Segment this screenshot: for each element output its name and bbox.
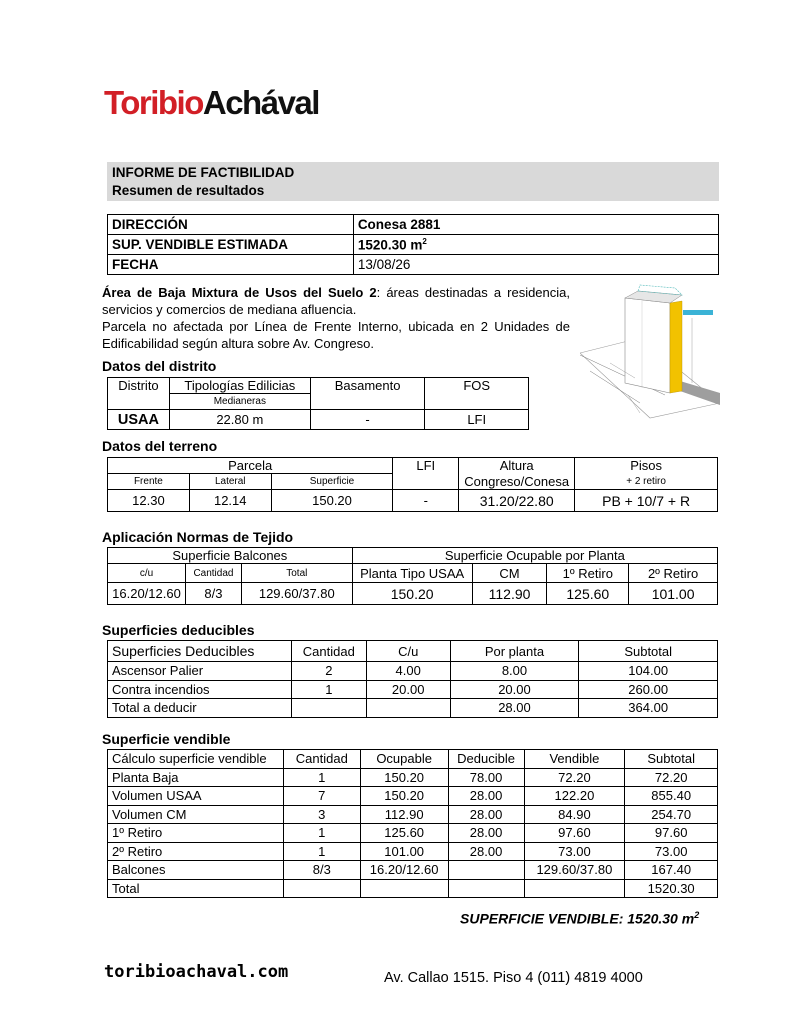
logo-text-red: Toribio [104, 84, 203, 121]
header-lateral: Lateral [189, 474, 271, 490]
contact-address: Av. Callao 1515. Piso 4 (011) 4819 4000 [384, 970, 643, 986]
table-header-row [108, 641, 718, 662]
table-cell: 101.00 [360, 842, 448, 861]
parcel-paragraph: Parcela no afectada por Línea de Frente Interno, ubicada en 2 Unidades de Edificabilidad según altura sobre Av. Congreso. [102, 319, 570, 351]
table-cell: 97.60 [524, 824, 625, 843]
info-value: Conesa 2881 [353, 215, 718, 235]
section-title-deducibles: Superficies deducibles [102, 622, 255, 638]
table-cell: 129.60/37.80 [524, 861, 625, 880]
header-cell: Vendible [524, 750, 625, 769]
total-text: SUPERFICIE VENDIBLE: 1520.30 m [460, 910, 695, 927]
table-cell: Balcones [108, 861, 284, 880]
value-retiro1: 125.60 [547, 583, 629, 605]
header-cell: Por planta [450, 641, 579, 662]
header-altura: Altura [459, 458, 575, 474]
value-cu: 16.20/12.60 [108, 583, 186, 605]
summary-info-table [107, 214, 719, 275]
report-title: INFORME DE FACTIBILIDAD [112, 165, 295, 180]
header-cell: Subtotal [579, 641, 718, 662]
table-cell: 104.00 [579, 662, 718, 681]
table-cell: 150.20 [360, 768, 448, 787]
section-title-tejido: Aplicación Normas de Tejido [102, 529, 294, 545]
table-row [108, 680, 718, 699]
table-cell: 28.00 [448, 824, 524, 843]
website-link[interactable]: toribioachaval.com [104, 962, 289, 982]
total-superficie-vendible [460, 910, 699, 927]
info-value [353, 235, 718, 255]
header-cell: Ocupable [360, 750, 448, 769]
terreno-table [107, 457, 718, 512]
table-cell: 28.00 [448, 787, 524, 806]
header-ocupable: Superficie Ocupable por Planta [352, 548, 717, 564]
table-row [108, 662, 718, 681]
table-cell: 1 [291, 680, 366, 699]
table-cell: 8/3 [283, 861, 360, 880]
tejido-table [107, 547, 718, 605]
table-cell: 3 [283, 805, 360, 824]
header-medianeras: Medianeras [169, 394, 310, 410]
report-subtitle: Resumen de resultados [112, 183, 265, 198]
distrito-table [107, 377, 529, 430]
header-tipologias: Tipologías Edilicias [169, 378, 310, 394]
table-cell: Volumen USAA [108, 787, 284, 806]
value-fos: LFI [425, 410, 529, 430]
table-row [108, 824, 718, 843]
info-value: 13/08/26 [353, 255, 718, 275]
info-label: DIRECCIÓN [108, 215, 354, 235]
info-label: SUP. VENDIBLE ESTIMADA [108, 235, 354, 255]
table-cell: Total a deducir [108, 699, 292, 718]
building-diagram [580, 283, 720, 428]
table-cell: 84.90 [524, 805, 625, 824]
table-row [108, 805, 718, 824]
header-cm: CM [472, 564, 547, 583]
table-cell [524, 879, 625, 898]
table-row [108, 699, 718, 718]
value-lfi: - [393, 490, 459, 512]
header-altura-sub: Congreso/Conesa [459, 474, 575, 490]
value-retiro2: 101.00 [629, 583, 718, 605]
table-cell: 125.60 [360, 824, 448, 843]
table-cell: 2º Retiro [108, 842, 284, 861]
superscript-unit: 2 [422, 236, 427, 246]
table-cell: 254.70 [625, 805, 718, 824]
info-row-superficie [108, 235, 719, 255]
zoning-description [102, 284, 570, 352]
report-header [107, 162, 719, 201]
info-row-fecha [108, 255, 719, 275]
table-cell: Ascensor Palier [108, 662, 292, 681]
table-cell: Planta Baja [108, 768, 284, 787]
table-cell: 73.00 [524, 842, 625, 861]
table-row [108, 787, 718, 806]
header-cell: C/u [366, 641, 450, 662]
table-cell: 1º Retiro [108, 824, 284, 843]
info-label: FECHA [108, 255, 354, 275]
header-cu: c/u [108, 564, 186, 583]
table-cell: Total [108, 879, 284, 898]
value-cantidad: 8/3 [185, 583, 241, 605]
header-cell: Cantidad [283, 750, 360, 769]
header-parcela: Parcela [108, 458, 393, 474]
table-cell: 20.00 [450, 680, 579, 699]
brand-logo [104, 84, 319, 122]
value-frente: 12.30 [108, 490, 190, 512]
table-cell: 28.00 [448, 842, 524, 861]
table-cell: 28.00 [450, 699, 579, 718]
table-cell: 73.00 [625, 842, 718, 861]
header-lfi: LFI [393, 458, 459, 490]
header-total: Total [241, 564, 352, 583]
superscript-unit: 2 [694, 910, 700, 920]
table-header-row [108, 750, 718, 769]
header-frente: Frente [108, 474, 190, 490]
vendible-table [107, 749, 718, 898]
value-cm: 112.90 [472, 583, 547, 605]
table-cell: 7 [283, 787, 360, 806]
table-cell: 855.40 [625, 787, 718, 806]
building-volume [625, 285, 682, 393]
zoning-paragraph [102, 284, 570, 318]
header-cell: Superficies Deducibles [108, 641, 292, 662]
header-fos: FOS [425, 378, 529, 410]
header-superficie: Superficie [271, 474, 393, 490]
table-cell: 28.00 [448, 805, 524, 824]
table-row [108, 768, 718, 787]
table-cell: 97.60 [625, 824, 718, 843]
header-cell: Subtotal [625, 750, 718, 769]
deducibles-table [107, 640, 718, 718]
table-cell [360, 879, 448, 898]
table-cell: 364.00 [579, 699, 718, 718]
table-cell: 150.20 [360, 787, 448, 806]
table-cell: 112.90 [360, 805, 448, 824]
table-cell: 1 [283, 842, 360, 861]
table-cell: 8.00 [450, 662, 579, 681]
header-planta-tipo: Planta Tipo USAA [352, 564, 472, 583]
header-pisos: Pisos [575, 458, 718, 474]
header-retiro2: 2º Retiro [629, 564, 718, 583]
table-cell: 20.00 [366, 680, 450, 699]
header-cell: Cálculo superficie vendible [108, 750, 284, 769]
header-cell: Deducible [448, 750, 524, 769]
table-cell: 2 [291, 662, 366, 681]
table-row [108, 879, 718, 898]
header-cantidad: Cantidad [185, 564, 241, 583]
table-cell [291, 699, 366, 718]
value-tipologias: 22.80 m [169, 410, 310, 430]
section-title-distrito: Datos del distrito [102, 358, 217, 374]
info-row-direccion [108, 215, 719, 235]
logo-text-black: Achával [202, 84, 319, 121]
table-cell [283, 879, 360, 898]
table-cell: 78.00 [448, 768, 524, 787]
table-cell: 72.20 [625, 768, 718, 787]
table-cell [448, 861, 524, 880]
table-row [108, 861, 718, 880]
value-lateral: 12.14 [189, 490, 271, 512]
header-basamento: Basamento [310, 378, 425, 410]
zoning-area-name: Área de Baja Mixtura de Usos del Suelo 2 [102, 285, 377, 300]
table-cell: 1 [283, 824, 360, 843]
value-altura: 31.20/22.80 [459, 490, 575, 512]
info-value-text: 1520.30 m [357, 237, 423, 253]
header-pisos-sub: + 2 retiro [575, 474, 718, 490]
header-retiro1: 1º Retiro [547, 564, 629, 583]
table-cell: 1520.30 [625, 879, 718, 898]
table-cell [366, 699, 450, 718]
section-title-terreno: Datos del terreno [102, 438, 218, 454]
table-cell: 4.00 [366, 662, 450, 681]
table-cell: 122.20 [524, 787, 625, 806]
zoning-area-text: : áreas destinadas a residencia, servicios y comercios de mediana afluencia. [102, 285, 570, 317]
value-planta-tipo: 150.20 [352, 583, 472, 605]
section-title-vendible: Superficie vendible [102, 731, 231, 747]
table-cell: Contra incendios [108, 680, 292, 699]
table-cell [448, 879, 524, 898]
value-pisos: PB + 10/7 + R [575, 490, 718, 512]
header-distrito: Distrito [108, 378, 170, 410]
table-cell: 16.20/12.60 [360, 861, 448, 880]
header-cell: Cantidad [291, 641, 366, 662]
table-cell: 167.40 [625, 861, 718, 880]
value-total: 129.60/37.80 [241, 583, 352, 605]
table-cell: 260.00 [579, 680, 718, 699]
table-cell: 72.20 [524, 768, 625, 787]
table-cell: Volumen CM [108, 805, 284, 824]
value-distrito: USAA [108, 410, 170, 430]
table-cell: 1 [283, 768, 360, 787]
value-superficie: 150.20 [271, 490, 393, 512]
table-row [108, 842, 718, 861]
header-balcones: Superficie Balcones [108, 548, 353, 564]
value-basamento: - [310, 410, 425, 430]
